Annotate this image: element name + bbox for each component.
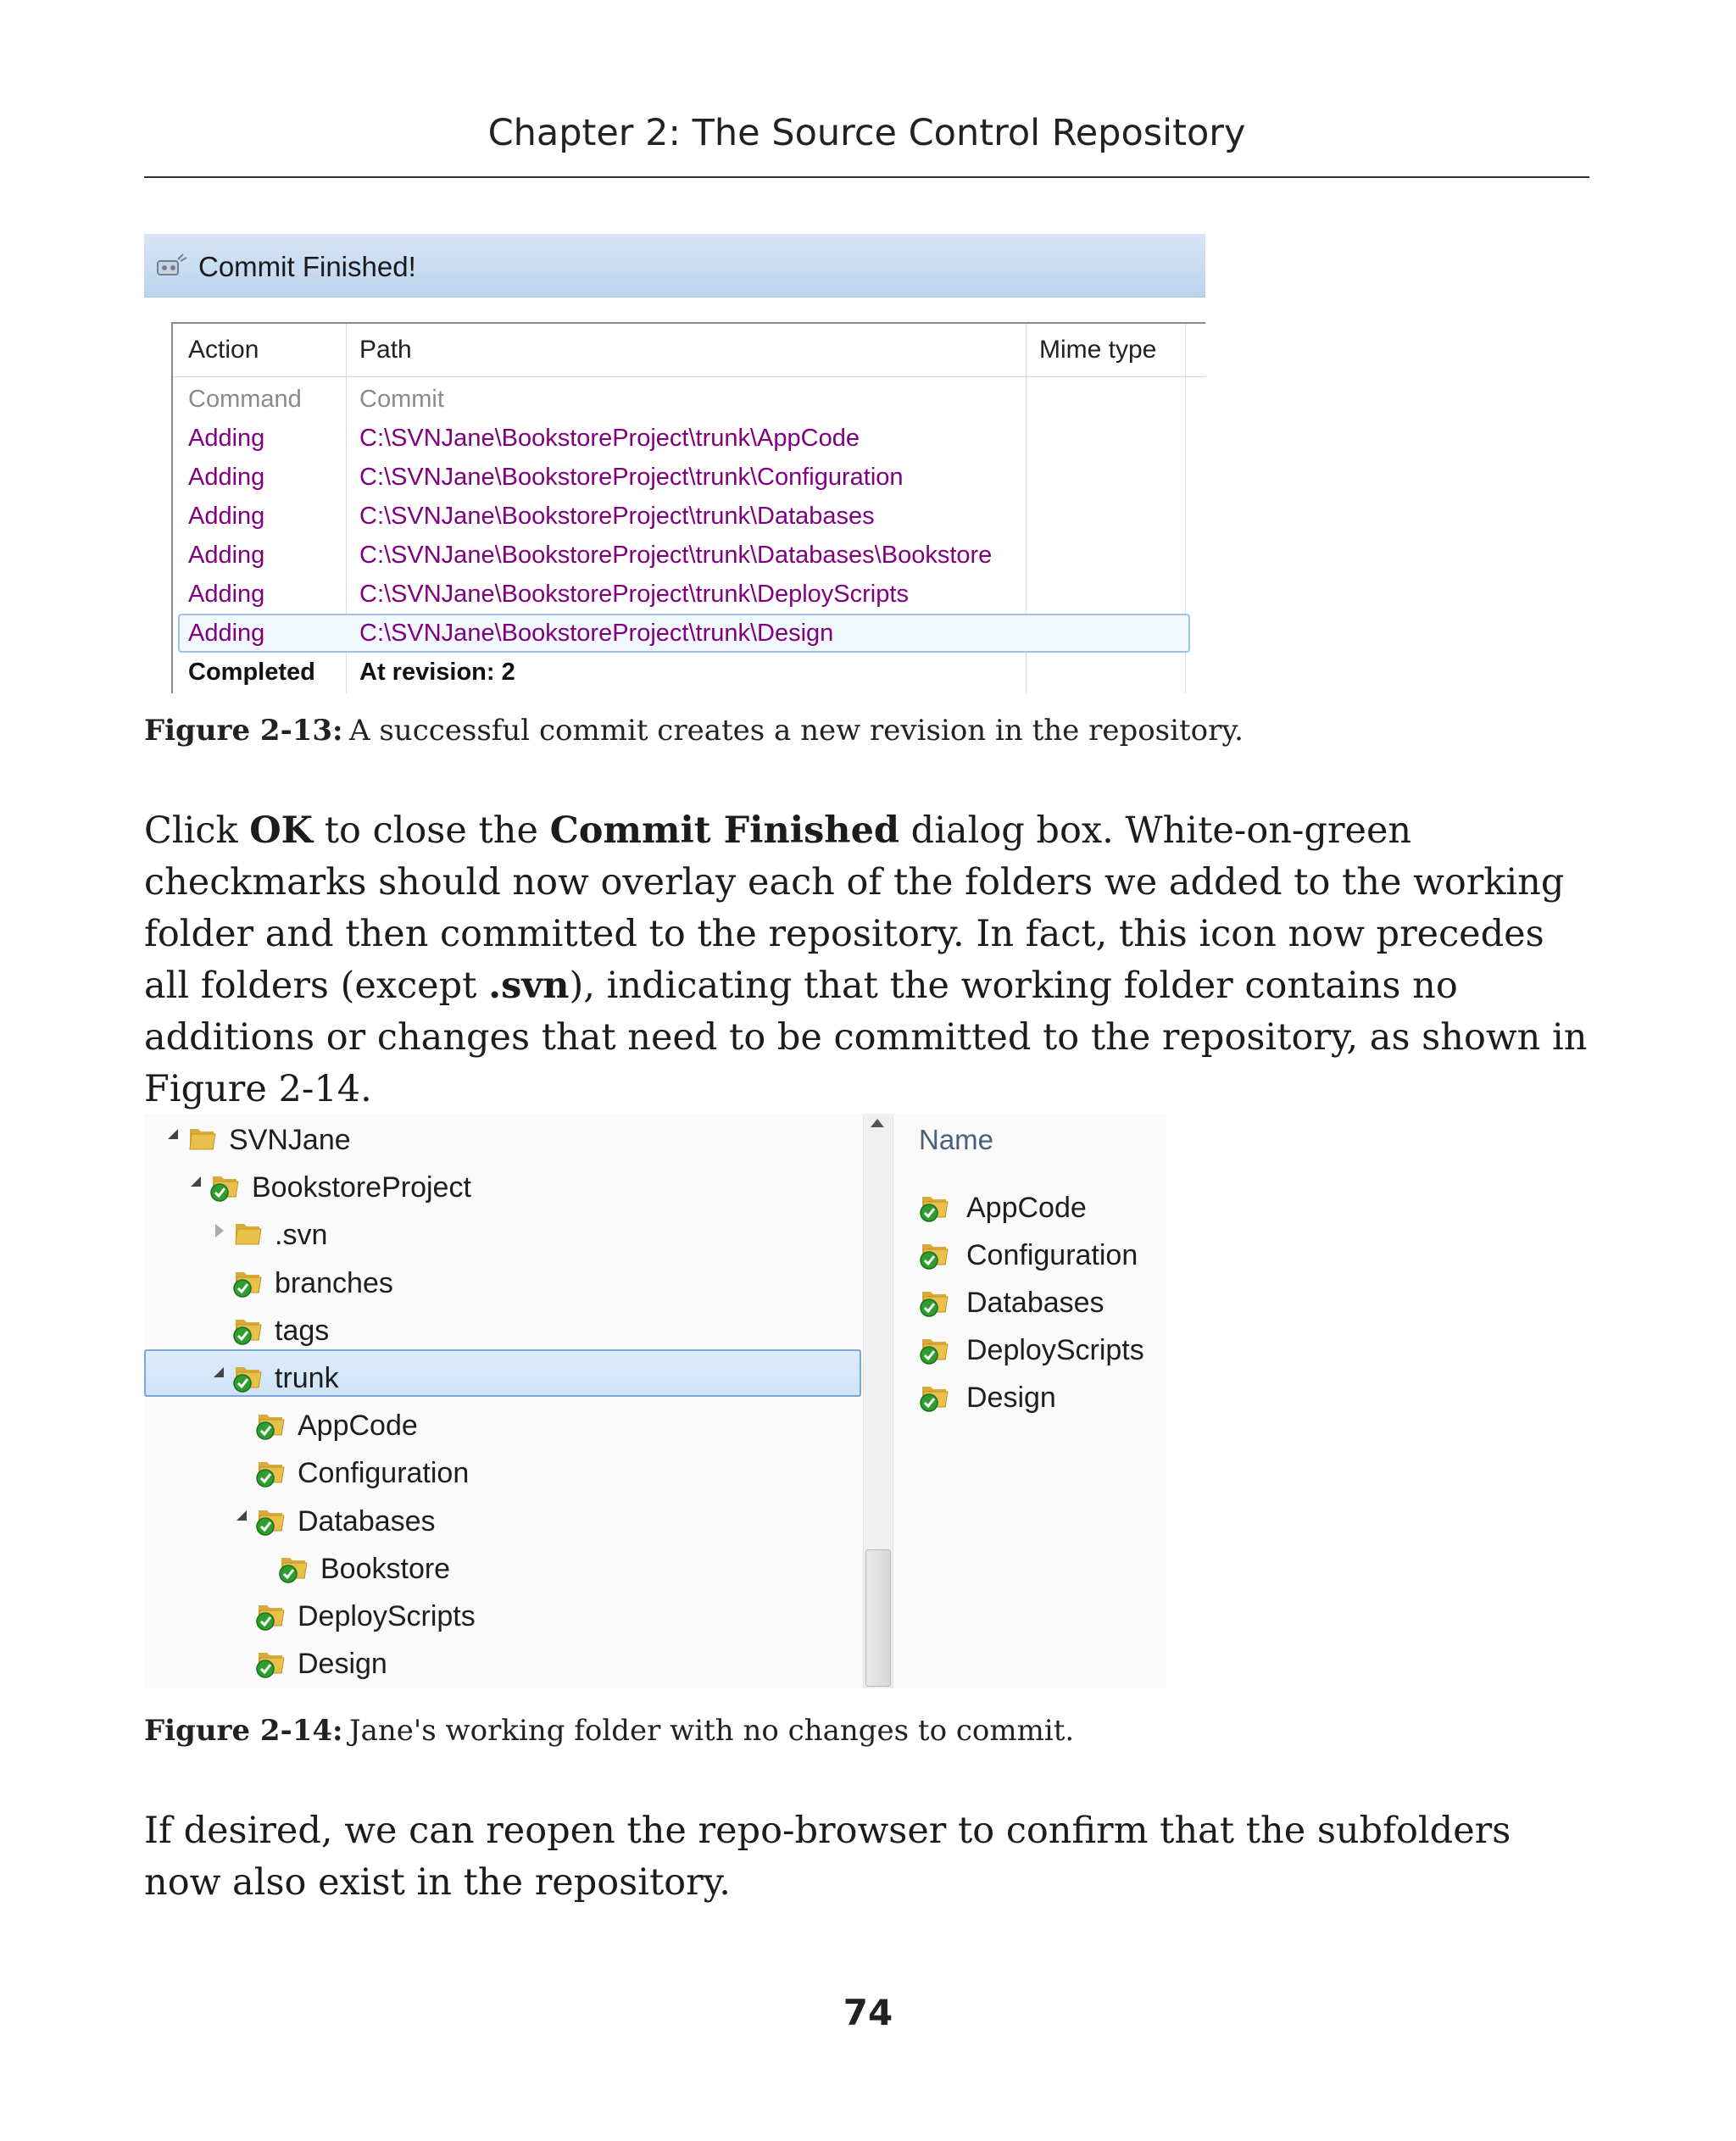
- dialog-title: Commit Finished!: [198, 251, 416, 282]
- svn-ok-folder-icon: [255, 1646, 287, 1678]
- tree-item-label: AppCode: [298, 1410, 418, 1443]
- tree-item-label: Configuration: [298, 1457, 470, 1490]
- tree-item-design[interactable]: [236, 1641, 822, 1685]
- list-item-label: Configuration: [966, 1239, 1138, 1271]
- list-item[interactable]: [919, 1280, 1165, 1324]
- svn-ok-folder-icon: [232, 1265, 264, 1298]
- row-action: Completed: [188, 659, 315, 686]
- tree-item-label: Bookstore: [320, 1552, 451, 1585]
- tree-item-label: BookstoreProject: [252, 1171, 471, 1204]
- svn-ok-folder-icon: [919, 1190, 951, 1222]
- body-paragraph: If desired, we can reopen the repo-browser to confirm that the subfolders now also exist in the repository.: [144, 1810, 1511, 1904]
- table-row[interactable]: [173, 498, 1205, 536]
- row-path: C:\SVNJane\BookstoreProject\trunk\Databases\Bookstore: [359, 542, 993, 569]
- tree-item-databases[interactable]: [236, 1499, 822, 1543]
- svn-ok-folder-icon: [232, 1313, 264, 1345]
- commit-finished-dialog: [144, 234, 1205, 693]
- svn-ok-folder-icon: [255, 1504, 287, 1536]
- expanded-arrow-icon[interactable]: [168, 1129, 178, 1139]
- text-run: to close the: [313, 809, 550, 852]
- svn-ok-folder-icon: [278, 1551, 310, 1583]
- row-action: Adding: [188, 542, 265, 569]
- svn-ok-folder-icon: [232, 1360, 264, 1393]
- table-row-selected[interactable]: [173, 615, 1205, 653]
- column-header-action[interactable]: Action: [188, 336, 259, 364]
- bold-text: Commit Finished: [549, 809, 899, 852]
- column-header-path[interactable]: Path: [359, 336, 412, 364]
- tree-scrollbar[interactable]: [863, 1114, 893, 1688]
- chapter-header: Chapter 2: The Source Control Repository: [487, 112, 1246, 154]
- tree-item-label: branches: [275, 1266, 393, 1299]
- table-row[interactable]: [173, 654, 1205, 692]
- row-path: C:\SVNJane\BookstoreProject\trunk\Databases: [359, 503, 875, 530]
- list-item-label: Databases: [966, 1287, 1104, 1319]
- row-action: Adding: [188, 425, 265, 452]
- row-action: Adding: [188, 620, 265, 647]
- expanded-arrow-icon[interactable]: [191, 1176, 201, 1187]
- commit-results-list[interactable]: [171, 322, 1205, 693]
- bold-text: OK: [249, 809, 314, 852]
- column-header-name[interactable]: Name: [919, 1124, 994, 1155]
- row-path: C:\SVNJane\BookstoreProject\trunk\Design: [359, 620, 834, 647]
- list-item[interactable]: [919, 1185, 1165, 1229]
- dialog-title-bar: [144, 234, 1205, 298]
- tree-item-bookstore[interactable]: [259, 1546, 822, 1590]
- table-row[interactable]: [173, 537, 1205, 575]
- svn-ok-folder-icon: [919, 1285, 951, 1317]
- tree-item-label: .svn: [275, 1219, 328, 1252]
- svn-ok-folder-icon: [255, 1455, 287, 1488]
- tree-item-appcode[interactable]: [236, 1403, 822, 1447]
- tree-item-bookstoreproject[interactable]: [191, 1165, 822, 1209]
- list-item[interactable]: [919, 1232, 1165, 1276]
- header-rule: [144, 176, 1589, 178]
- tree-item-label: trunk: [275, 1362, 339, 1394]
- text-run: dialog box. White-on-green checkmarks should now overlay each of the folders we added to the working folder and then committed to the repository. In fact, this icon now precedes all folders (except: [144, 809, 1565, 1007]
- row-path: At revision: 2: [359, 659, 515, 686]
- tree-item-trunk[interactable]: [214, 1355, 822, 1399]
- tree-item-svn[interactable]: [214, 1212, 822, 1256]
- tree-item-tags[interactable]: [214, 1308, 822, 1352]
- table-row[interactable]: [173, 459, 1205, 497]
- text-run: Click: [144, 809, 250, 852]
- figure-label: Figure 2-13:: [144, 714, 343, 748]
- plain-folder-icon: [232, 1217, 264, 1249]
- tree-item-svnjane[interactable]: [168, 1117, 822, 1161]
- table-row[interactable]: [173, 381, 1205, 419]
- expanded-arrow-icon[interactable]: [214, 1367, 224, 1377]
- list-item[interactable]: [919, 1375, 1165, 1419]
- svn-ok-folder-icon: [255, 1599, 287, 1631]
- svn-ok-folder-icon: [255, 1408, 287, 1440]
- list-item-label: AppCode: [966, 1192, 1087, 1224]
- row-path: C:\SVNJane\BookstoreProject\trunk\AppCode: [359, 425, 860, 452]
- collapsed-arrow-icon[interactable]: [215, 1224, 224, 1237]
- tree-item-label: DeployScripts: [298, 1600, 476, 1632]
- scroll-up-arrow-icon[interactable]: [871, 1119, 884, 1127]
- list-item-label: DeployScripts: [966, 1334, 1144, 1366]
- folder-tree-pane[interactable]: [144, 1114, 865, 1688]
- tree-item-label: Databases: [298, 1504, 436, 1538]
- list-item-label: Design: [966, 1382, 1056, 1414]
- row-action: Adding: [188, 581, 265, 608]
- table-row[interactable]: [173, 576, 1205, 614]
- expanded-arrow-icon[interactable]: [236, 1510, 247, 1521]
- svn-ok-folder-icon: [919, 1380, 951, 1412]
- tree-item-label: Design: [298, 1648, 387, 1681]
- svn-ok-folder-icon: [209, 1170, 242, 1202]
- figure-caption-text: A successful commit creates a new revision in the repository.: [349, 714, 1244, 748]
- tortoisesvn-icon: [154, 253, 188, 280]
- bold-text: .svn: [488, 965, 570, 1007]
- svn-ok-folder-icon: [919, 1332, 951, 1365]
- row-action: Adding: [188, 503, 265, 530]
- tree-item-deployscripts[interactable]: [236, 1593, 822, 1638]
- folder-contents-pane[interactable]: [907, 1114, 1166, 1688]
- svn-ok-folder-icon: [919, 1237, 951, 1270]
- body-paragraph: [144, 805, 1594, 1115]
- tree-item-label: tags: [275, 1314, 330, 1347]
- row-path: Commit: [359, 386, 444, 413]
- text-run: ), indicating that the working folder contains no additions or changes that need to be committed to the repository, as shown in Figure 2-14.: [144, 965, 1588, 1110]
- row-action: Command: [188, 386, 302, 413]
- row-path: C:\SVNJane\BookstoreProject\trunk\Configuration: [359, 464, 904, 491]
- column-header-mime-type[interactable]: Mime type: [1039, 336, 1157, 364]
- figure-caption-text: Jane's working folder with no changes to commit.: [349, 1714, 1075, 1748]
- explorer-window: [144, 1114, 1166, 1688]
- tree-item-branches[interactable]: [214, 1260, 822, 1304]
- plain-folder-icon: [186, 1122, 219, 1154]
- row-path: C:\SVNJane\BookstoreProject\trunk\DeployScripts: [359, 581, 909, 608]
- list-header: [173, 324, 1205, 377]
- page-number: 74: [843, 1992, 893, 2033]
- scrollbar-thumb[interactable]: [865, 1549, 891, 1687]
- row-action: Adding: [188, 464, 265, 491]
- table-row[interactable]: [173, 420, 1205, 458]
- figure-label: Figure 2-14:: [144, 1714, 343, 1748]
- list-item[interactable]: [919, 1327, 1165, 1371]
- tree-item-configuration[interactable]: [236, 1450, 822, 1494]
- tree-item-label: SVNJane: [229, 1124, 351, 1156]
